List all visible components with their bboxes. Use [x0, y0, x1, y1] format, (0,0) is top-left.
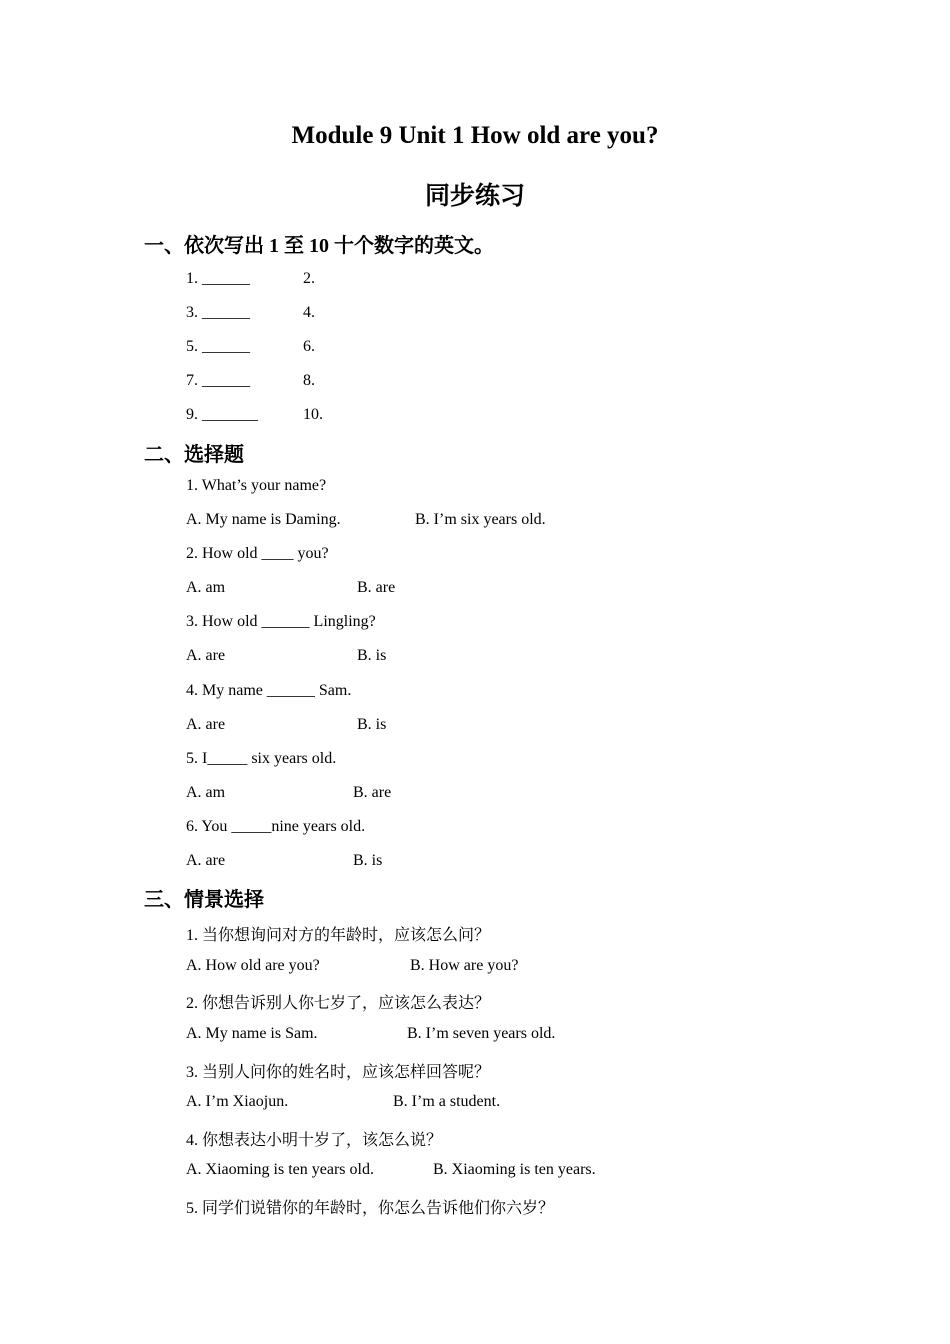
section-3-heading: 三、情景选择 — [144, 889, 264, 911]
number-blank-7: 7. ______ — [186, 372, 250, 389]
mc-question-3: 3. How old ______ Lingling? — [186, 613, 376, 630]
number-blank-9: 9. _______ — [186, 406, 258, 423]
scenario-question-1: 1. 当你想询问对方的年龄时，应该怎么问？ — [186, 927, 491, 944]
mc-question-6: 6. You _____nine years old. — [186, 818, 366, 835]
page-title: Module 9 Unit 1 How old are you? — [291, 122, 659, 149]
mc-option-6b: B. is — [353, 852, 383, 869]
section-1-heading: 一、依次写出 1 至 10 十个数字的英文。 — [144, 235, 494, 257]
scenario-option-2b: B. I’m seven years old. — [407, 1025, 556, 1042]
number-blank-1: 1. ______ — [186, 270, 250, 287]
mc-option-6a: A. are — [186, 852, 226, 869]
page-subtitle: 同步练习 — [424, 183, 525, 210]
scenario-question-2: 2. 你想告诉别人你七岁了，应该怎么表达？ — [186, 995, 491, 1012]
mc-option-3b: B. is — [357, 647, 387, 664]
number-blank-5: 5. ______ — [186, 338, 250, 355]
scenario-option-4a: A. Xiaoming is ten years old. — [186, 1161, 374, 1178]
mc-option-5b: B. are — [353, 784, 392, 801]
number-blank-8: 8. — [303, 372, 315, 389]
mc-option-3a: A. are — [186, 647, 226, 664]
scenario-option-1a: A. How old are you? — [186, 957, 320, 974]
mc-option-5a: A. am — [186, 784, 226, 801]
scenario-option-2a: A. My name is Sam. — [186, 1025, 318, 1042]
mc-option-1b: B. I’m six years old. — [415, 511, 546, 528]
scenario-question-4: 4. 你想表达小明十岁了，该怎么说？ — [186, 1132, 443, 1149]
scenario-option-4b: B. Xiaoming is ten years. — [433, 1161, 596, 1178]
mc-question-4: 4. My name ______ Sam. — [186, 682, 352, 699]
scenario-question-3: 3. 当别人问你的姓名时，应该怎样回答呢？ — [186, 1064, 491, 1081]
scenario-option-3b: B. I’m a student. — [393, 1093, 501, 1110]
mc-question-5: 5. I_____ six years old. — [186, 750, 337, 767]
mc-question-2: 2. How old ____ you? — [186, 545, 329, 562]
mc-option-4b: B. is — [357, 716, 387, 733]
mc-question-1: 1. What’s your name? — [186, 477, 327, 494]
mc-option-1a: A. My name is Daming. — [186, 511, 341, 528]
number-blank-3: 3. ______ — [186, 304, 250, 321]
scenario-question-5: 5. 同学们说错你的年龄时，你怎么告诉他们你六岁？ — [186, 1200, 555, 1217]
section-2-heading: 二、选择题 — [144, 444, 244, 466]
mc-option-2a: A. am — [186, 579, 226, 596]
scenario-option-3a: A. I’m Xiaojun. — [186, 1093, 289, 1110]
mc-option-2b: B. are — [357, 579, 396, 596]
number-blank-4: 4. — [303, 304, 315, 321]
number-blank-2: 2. — [303, 270, 315, 287]
number-blank-6: 6. — [303, 338, 315, 355]
scenario-option-1b: B. How are you? — [410, 957, 519, 974]
mc-option-4a: A. are — [186, 716, 226, 733]
number-blank-10: 10. — [303, 406, 323, 423]
